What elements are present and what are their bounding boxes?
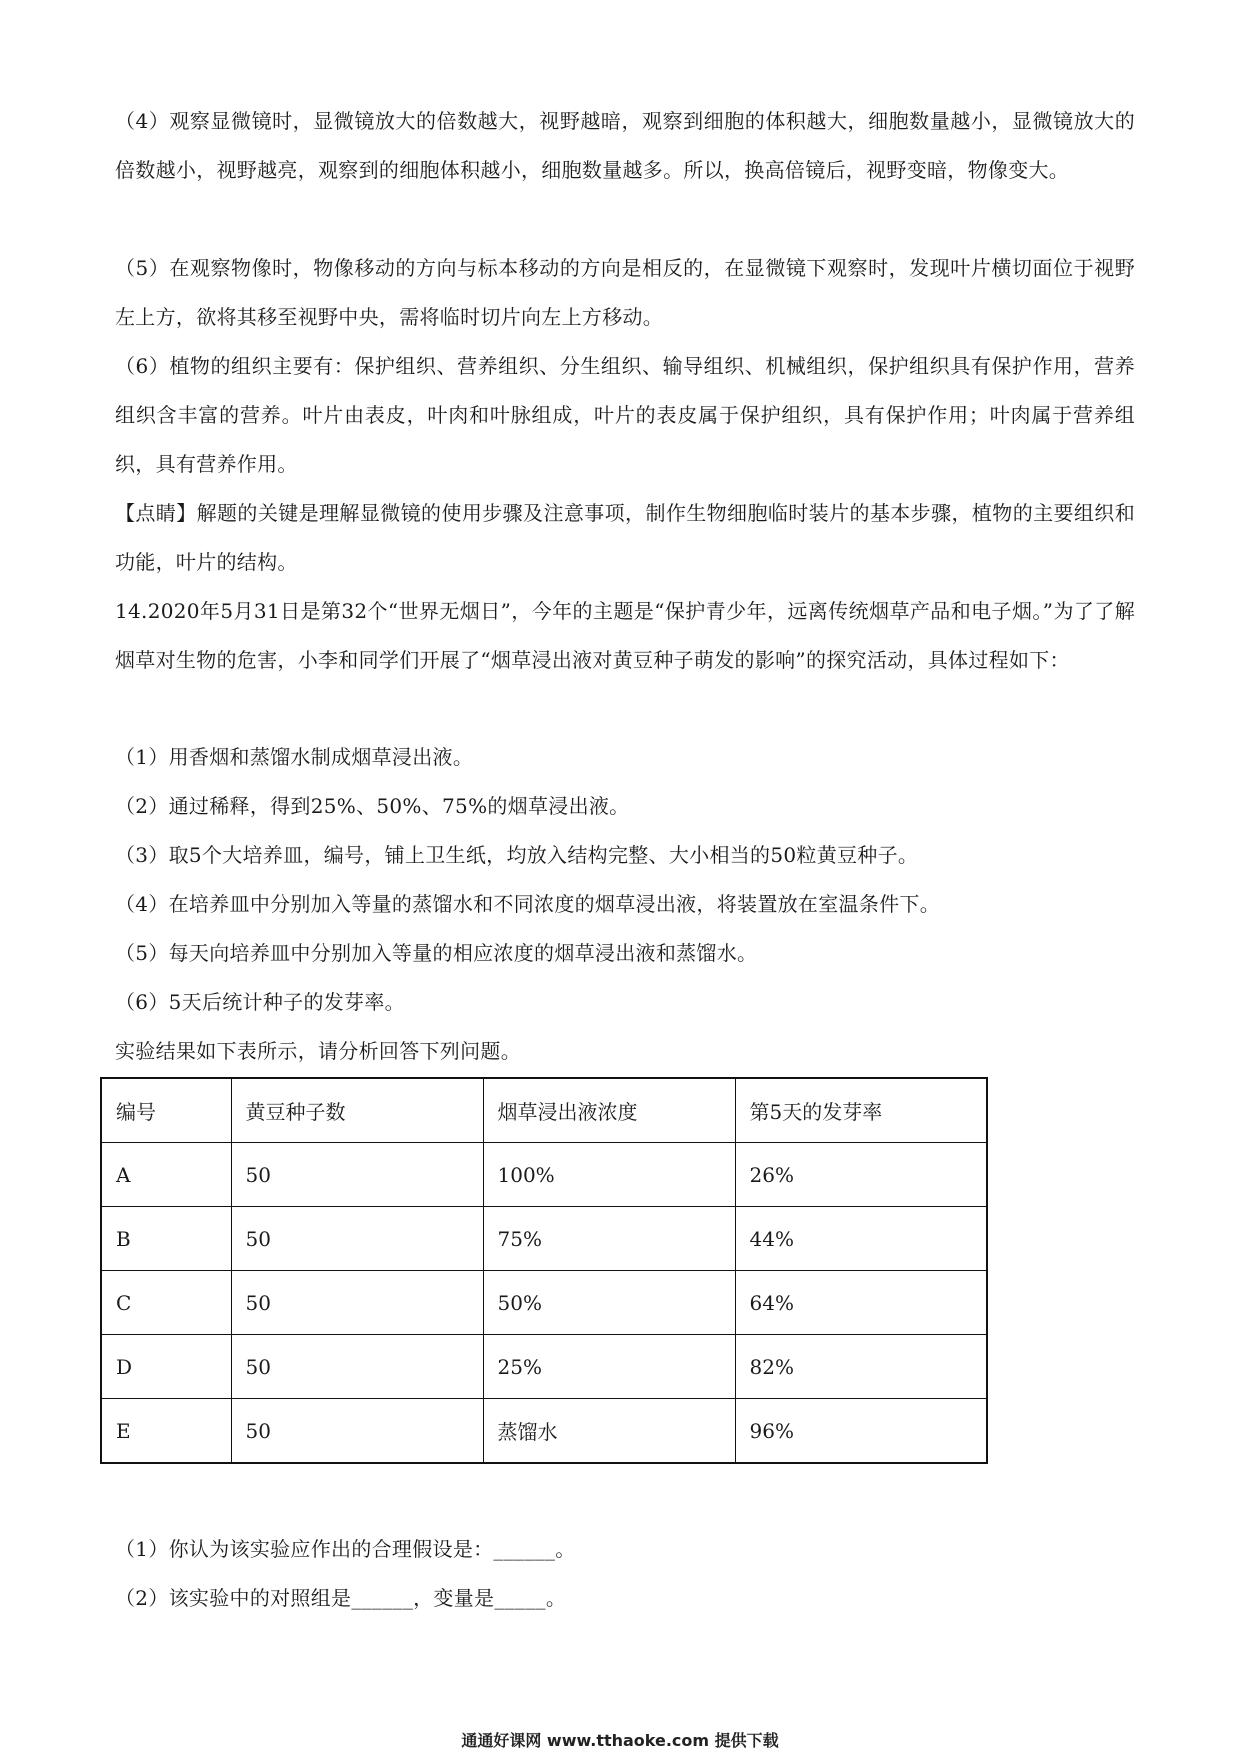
- table-cell: 96%: [735, 1399, 987, 1464]
- table-cell: 25%: [483, 1335, 735, 1399]
- table-cell: 50: [231, 1399, 483, 1464]
- answer-paragraph-5: （5）在观察物像时，物像移动的方向与标本移动的方向是相反的，在显微镜下观察时，发现叶片横切面位于视野左上方，欲将其移至视野中央，需将临时切片向左上方移动。: [115, 256, 1135, 329]
- table-header-row: [101, 1078, 987, 1143]
- table-cell: C: [101, 1271, 231, 1335]
- page-footer: 通通好课网 www.tthaoke.com 提供下载: [461, 1731, 779, 1750]
- table-header-cell: 第5天的发芽率: [735, 1078, 987, 1143]
- table-header-cell: 编号: [101, 1078, 231, 1143]
- table-cell: A: [101, 1143, 231, 1207]
- table-cell: 50: [231, 1271, 483, 1335]
- table-cell: 50: [231, 1335, 483, 1399]
- question-2: （2）该实验中的对照组是______，变量是_____。: [115, 1586, 567, 1610]
- table-header-cell: 黄豆种子数: [231, 1078, 483, 1143]
- table-cell: B: [101, 1207, 231, 1271]
- table-row: [101, 1335, 987, 1399]
- procedure-step-4: （4）在培养皿中分别加入等量的蒸馏水和不同浓度的烟草浸出液，将装置放在室温条件下。: [115, 892, 941, 916]
- table-row: [101, 1399, 987, 1464]
- answer-paragraph-4: （4）观察显微镜时，显微镜放大的倍数越大，视野越暗，观察到细胞的体积越大，细胞数量越小，显微镜放大的倍数越小，视野越亮，观察到的细胞体积越小，细胞数量越多。所以，换高倍镜后，视野变暗，物像变大。: [115, 109, 1135, 182]
- table-intro: 实验结果如下表所示，请分析回答下列问题。: [115, 1039, 521, 1063]
- table-cell: 44%: [735, 1207, 987, 1271]
- table-cell: 50: [231, 1207, 483, 1271]
- procedure-step-6: （6）5天后统计种子的发芽率。: [115, 990, 405, 1014]
- results-table: [100, 1077, 988, 1464]
- table-cell: 100%: [483, 1143, 735, 1207]
- table-row: [101, 1271, 987, 1335]
- question-14-stem: 14.2020年5月31日是第32个“世界无烟日”，今年的主题是“保护青少年，远离传统烟草产品和电子烟。”为了了解烟草对生物的危害，小李和同学们开展了“烟草浸出液对黄豆种子萌发的影响”的探究活动，具体过程如下：: [115, 599, 1135, 672]
- table-cell: 82%: [735, 1335, 987, 1399]
- table-cell: 50%: [483, 1271, 735, 1335]
- table-header-cell: 烟草浸出液浓度: [483, 1078, 735, 1143]
- procedure-step-5: （5）每天向培养皿中分别加入等量的相应浓度的烟草浸出液和蒸馏水。: [115, 941, 758, 965]
- table-cell: 75%: [483, 1207, 735, 1271]
- procedure-step-3: （3）取5个大培养皿，编号，铺上卫生纸，均放入结构完整、大小相当的50粒黄豆种子。: [115, 843, 919, 867]
- table-cell: 26%: [735, 1143, 987, 1207]
- table-row: [101, 1143, 987, 1207]
- procedure-step-2: （2）通过稀释，得到25%、50%、75%的烟草浸出液。: [115, 794, 630, 818]
- table-cell: 64%: [735, 1271, 987, 1335]
- table-row: [101, 1207, 987, 1271]
- table-cell: D: [101, 1335, 231, 1399]
- procedure-step-1: （1）用香烟和蒸馏水制成烟草浸出液。: [115, 745, 474, 769]
- key-point-paragraph: 【点睛】解题的关键是理解显微镜的使用步骤及注意事项，制作生物细胞临时装片的基本步骤，植物的主要组织和功能，叶片的结构。: [115, 501, 1135, 574]
- table-cell: E: [101, 1399, 231, 1464]
- answer-paragraph-6: （6）植物的组织主要有：保护组织、营养组织、分生组织、输导组织、机械组织，保护组织具有保护作用，营养组织含丰富的营养。叶片由表皮，叶肉和叶脉组成，叶片的表皮属于保护组织，具有保护作用；叶肉属于营养组织，具有营养作用。: [115, 354, 1135, 476]
- question-1: （1）你认为该实验应作出的合理假设是：______。: [115, 1537, 576, 1561]
- table-cell: 蒸馏水: [483, 1399, 735, 1464]
- table-cell: 50: [231, 1143, 483, 1207]
